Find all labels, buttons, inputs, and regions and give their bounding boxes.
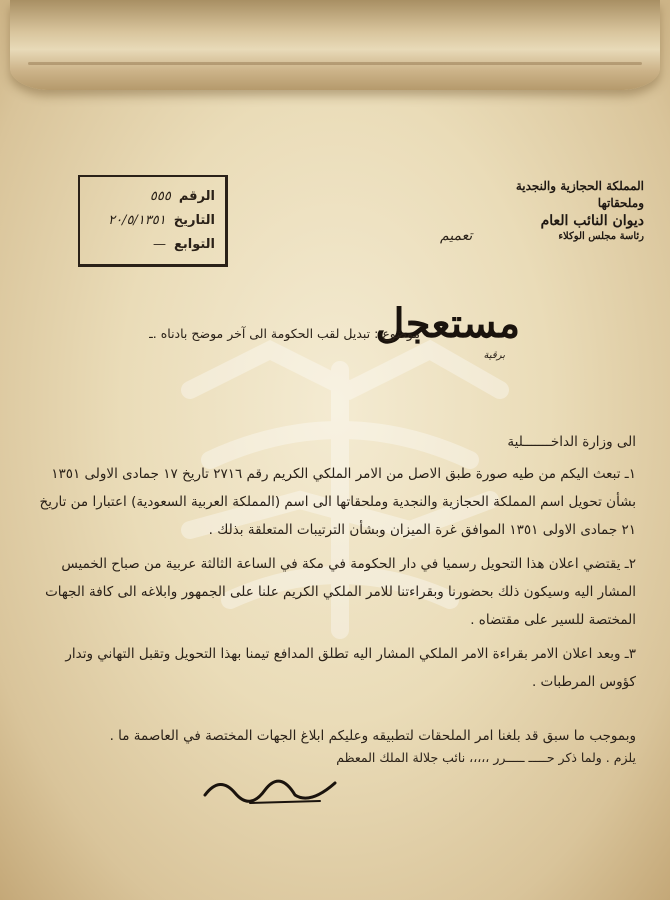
registry-date-value: ٢٠/٥/١٣٥١ — [108, 213, 166, 228]
letterhead-kingdom: المملكة الحجازية والنجدية وملحقاتها — [515, 179, 644, 210]
paragraph-2: ٢ـ يقتضي اعلان هذا التحويل رسميا في دار الحكومة في مكة في الساعة الثالثة عربية من صباح الخميس المشار اليه وسيكون ذلك بحضورنا وبقراءتنا للامر الملكي الكريم علنا على الجمهور وابلاغه الى كافة الجهات المختصة للسير على مقتضاه . — [45, 556, 636, 628]
signoff-line: يلزم . ولما ذكر حـــــ ـــــرر ،،،،، نائب جلالة الملك المعظم — [336, 750, 636, 765]
registry-date-row — [90, 209, 215, 233]
urgent-stamp: مستعجل — [375, 300, 520, 347]
letterhead-council: رئاسة مجلس الوكلاء — [558, 231, 644, 242]
urgent-subscript: برقية — [483, 350, 505, 361]
subject-line: موضوع : تبديل لقب الحكومة الى آخر موضح بادناه .ـ — [149, 326, 420, 341]
registry-date-label: التاريخ — [173, 213, 215, 228]
letterhead — [469, 178, 644, 244]
handwritten-note: تعميم — [440, 228, 473, 244]
addressee: الى وزارة الداخـــــــلية — [507, 434, 636, 450]
registry-attachments-row — [90, 233, 215, 257]
letter-body — [36, 428, 636, 702]
paragraph-3: ٣ـ وبعد اعلان الامر بقراءة الامر الملكي المشار اليه تطلق المدافع تيمنا بهذا التحويل وتقبل التهاني وتدار كؤوس المرطبات . — [65, 646, 636, 690]
registry-attachments-value: — — [152, 237, 166, 252]
paragraph-1: ١ـ تبعث اليكم من طيه صورة طبق الاصل من الامر الملكي الكريم رقم ٢٧١٦ تاريخ ١٧ جمادى الاولى ١٣٥١ بشأن تحويل اسم المملكة الحجازية والنجدية وملحقاتها الى اسم (المملكة العربية السعودية) اعتبارا من تاريخ ٢١ جمادى الاولى ١٣٥١ الموافق غرة الميزان وبشأن الترتيبات المتعلقة بذلك . — [39, 466, 636, 538]
closing-paragraph: وبموجب ما سبق قد بلغنا امر الملحقات لتطبيقه وعليكم ابلاغ الجهات المختصة في العاصمة ما . — [109, 728, 636, 744]
registry-number-row — [90, 185, 215, 209]
scroll-roll-top — [10, 0, 660, 90]
registry-number-label: الرقم — [178, 189, 215, 204]
registry-number-value: ٥٥٥ — [149, 189, 171, 204]
handwritten-signature — [200, 765, 340, 810]
letterhead-office: ديوان النائب العام — [540, 213, 644, 229]
registry-attachments-label: التوابع — [173, 237, 215, 252]
registry-box — [78, 175, 228, 267]
